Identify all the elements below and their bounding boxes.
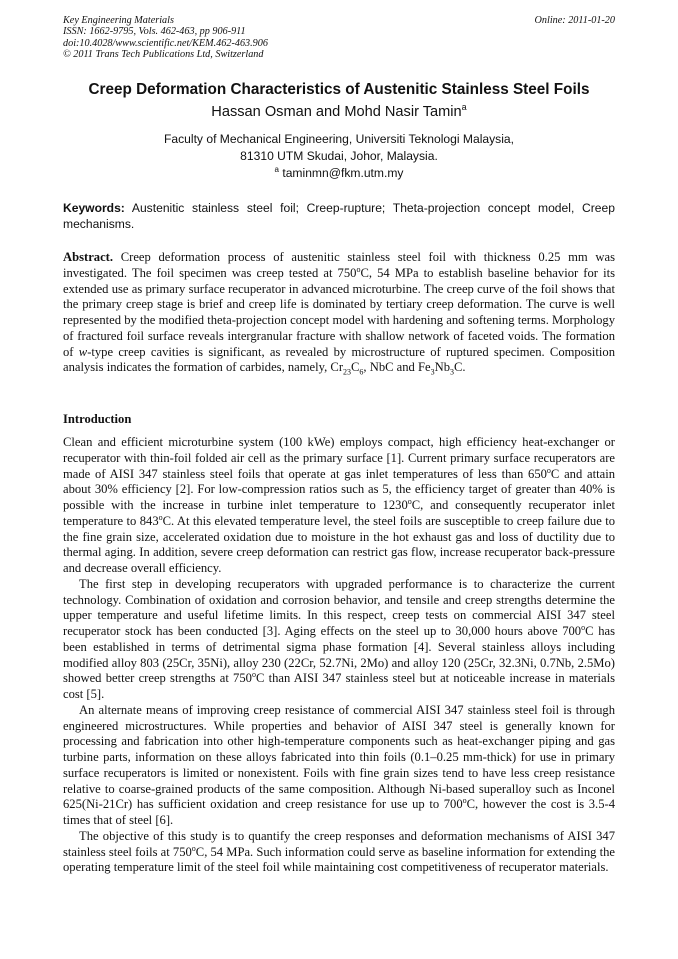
abstract-text: Nb bbox=[434, 360, 450, 375]
paragraph-text: C, and consequently recuperator inlet temperature to 843 bbox=[63, 498, 615, 528]
doi-line: doi:10.4028/www.scientific.net/KEM.462-463.906 bbox=[63, 37, 268, 49]
paragraph-2 bbox=[63, 577, 615, 703]
paragraph-text: An alternate means of improving creep resistance of commercial AISI 347 stainless steel foil is through engineered microstructures. While properties and behavior of AISI 347 steel is generally known for processing and fabrication into other high-temperature components such as heat-exchanger piping and gas turbine parts, information on these alloys fabricated into thin foils (0.1–0.25 mm-thick) for use in primary surface recuperators is limited or nonexistent. Foils with fine grain sizes tend to have less creep resistance relative to coarse-grained products of the same composition. Although Ni-based superalloy such as Inconel 625(Ni-21Cr) has sufficient oxidation and creep resistance for use up to 700 bbox=[63, 702, 615, 812]
degree-sup: o bbox=[581, 622, 586, 632]
paragraph-text: C, however the cost is 3.5-4 times that of steel [6]. bbox=[63, 797, 615, 827]
paragraph-text: C, 54 MPa. Such information could serve as baseline information for extending the operating temperature limit of the steel foil while maintaining cost competitiveness of recuperator materials. bbox=[63, 844, 615, 875]
paragraph-text: C and attain about 30% efficiency [2]. For low-compression ratios such as 5, the efficiency target of greater than 40% is possible with the increase in turbine inlet temperature to 1230 bbox=[63, 466, 615, 512]
journal-name: Key Engineering Materials bbox=[63, 15, 174, 26]
keywords-text: Austenitic stainless steel foil; Creep-rupture; Theta-projection concept model, Creep mechanisms. bbox=[63, 201, 615, 231]
author-names: Hassan Osman and Mohd Nasir Tamin bbox=[211, 104, 462, 120]
degree-sup: o bbox=[546, 465, 551, 475]
keywords bbox=[63, 201, 615, 232]
degree-sup: o bbox=[251, 670, 256, 680]
author-superscript: a bbox=[461, 102, 467, 113]
subscript: 3 bbox=[430, 367, 435, 377]
paragraph-text: Clean and efficient microturbine system (100 kWe) employs compact, high efficiency heat-exchanger or recuperator with thin-foil folded air cell as the primary surface [1]. Current primary surface recuperators are made of AISI 347 stainless steel foils that operate at gas inlet temperatures of less than 650 bbox=[63, 435, 615, 481]
paragraph-4 bbox=[63, 829, 615, 876]
subscript: 6 bbox=[359, 367, 364, 377]
introduction-heading: Introduction bbox=[63, 412, 132, 426]
abstract-text: Creep deformation process of austenitic stainless steel foil with thickness 0.25 mm was investigated. The foil specimen was creep tested at 750 bbox=[63, 250, 615, 280]
subscript: 3 bbox=[450, 367, 454, 377]
abstract-text: C bbox=[351, 360, 360, 375]
degree-sup: o bbox=[462, 796, 467, 806]
issn-line: ISSN: 1662-9795, Vols. 462-463, pp 906-911 bbox=[63, 26, 246, 38]
abstract bbox=[63, 250, 615, 376]
copyright-line: © 2011 Trans Tech Publications Ltd, Switzerland bbox=[63, 48, 264, 60]
affiliation-line-2: 81310 UTM Skudai, Johor, Malaysia. bbox=[240, 149, 438, 163]
subscript: 23 bbox=[343, 367, 352, 377]
email-superscript: a bbox=[274, 164, 279, 174]
affiliation bbox=[40, 131, 638, 165]
paragraph-text: The objective of this study is to quantify the creep responses and deformation mechanisms of AISI 347 stainless steel foils at 750 bbox=[63, 828, 615, 859]
abstract-text: , NbC and Fe bbox=[363, 360, 431, 375]
paragraph-3 bbox=[63, 703, 615, 829]
keywords-label: Keywords: bbox=[63, 201, 125, 215]
abstract-text: C, 54 MPa to establish baseline behavior for its extended use as primary surface recuperator in advanced microturbine. The creep curve of the foil shows that the primary creep stage is brief and creep life is dominated by tertiary creep deformation. The curve is well represented by the modified theta-projection concept model with hardening and softening terms. Morphology of fractured foil surface reveals intergranular fracture with shallow network of faceted voids. The formation of bbox=[63, 265, 615, 359]
paragraph-text: The first step in developing recuperators with upgraded performance is to characterize the current technology. Combination of oxidation and corrosion behavior, and tensile and creep strengths determine the upper temperature and useful lifetime limits. In this respect, creep tests on commercial AISI 347 steel recuperator stock has been conducted [3]. Aging effects on the steel up to 30,000 hours above 700 bbox=[63, 576, 615, 638]
degree-sup: o bbox=[191, 843, 196, 853]
author-email bbox=[40, 166, 638, 180]
abstract-text: C. bbox=[454, 360, 466, 375]
online-date: Online: 2011-01-20 bbox=[534, 15, 615, 26]
degree-sup: o bbox=[407, 496, 412, 506]
paragraph-1 bbox=[63, 435, 615, 577]
abstract-text: -type creep cavities is significant, as revealed by microstructure of ruptured specimen. Composition analysis indicates the formation of carbides, namely, Cr bbox=[63, 344, 615, 375]
email-address: taminmn@fkm.utm.my bbox=[282, 166, 404, 180]
degree-sup: o bbox=[356, 264, 361, 274]
paragraph-text: C than AISI 347 stainless steel but at noticeable increase in materials cost [5]. bbox=[63, 671, 615, 701]
paragraph-text: C has been established in terms of detrimental sigma phase formation [4]. Several stainless alloys including modified alloy 803 (25Cr, 35Ni), alloy 230 (22Cr, 52.7Ni, 2Mo) and alloy 120 (25Cr, 32.3Ni, 0.7Nb, 2.5Mo) showed better creep strengths at 750 bbox=[63, 624, 615, 686]
abstract-italic-w: w bbox=[78, 344, 88, 359]
journal-header bbox=[63, 15, 615, 60]
degree-sup: o bbox=[158, 512, 163, 522]
paragraph-text: C. At this elevated temperature level, the steel foils are susceptible to creep failure due to the fine grain size, accelerated oxidation due to moisture in the hot exhaust gas and loss of ductility due to thermal aging. In addition, severe creep deformation can restrict gas flow, increase recuperator back-pressure and decrease overall efficiency. bbox=[63, 513, 615, 575]
authors bbox=[40, 104, 638, 120]
introduction-body bbox=[63, 435, 615, 876]
abstract-label: Abstract. bbox=[63, 250, 114, 264]
affiliation-line-1: Faculty of Mechanical Engineering, Universiti Teknologi Malaysia, bbox=[164, 132, 514, 146]
paper-title: Creep Deformation Characteristics of Austenitic Stainless Steel Foils bbox=[88, 81, 590, 98]
